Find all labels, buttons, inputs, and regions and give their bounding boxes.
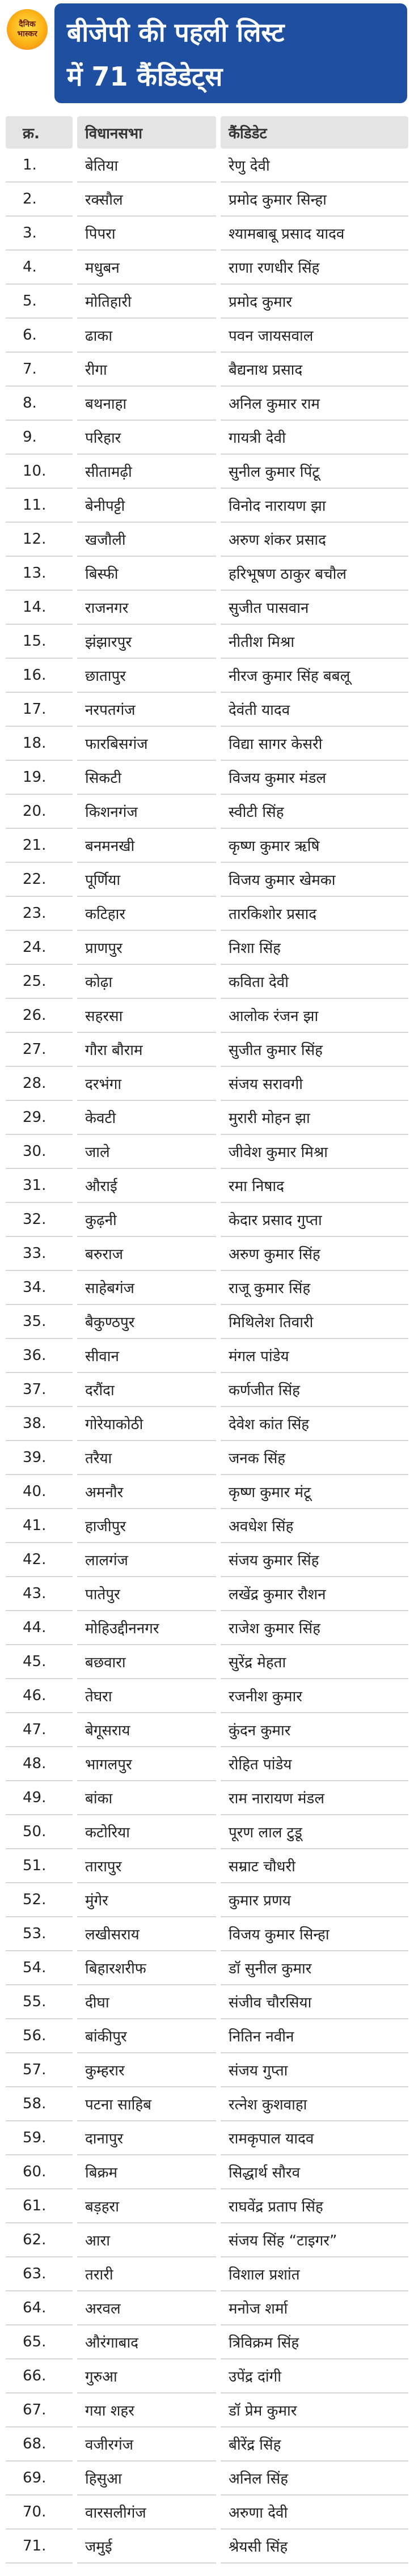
candidate-cell: विजय कुमार मंडल (221, 761, 408, 795)
candidate-cell: अनिल कुमार राम (221, 387, 408, 421)
candidate-cell: बैद्यनाथ प्रसाद (221, 353, 408, 387)
constituency-cell: आरा (77, 2223, 216, 2257)
table-row (6, 1679, 408, 1713)
constituency-cell: कटिहार (77, 897, 216, 931)
table-row (6, 1373, 408, 1407)
table-row (6, 1169, 408, 1203)
serial-number-cell: 4. (6, 251, 73, 285)
candidate-cell: आलोक रंजन झा (221, 999, 408, 1033)
serial-number-cell: 9. (6, 421, 73, 455)
candidate-cell: डॉ प्रेम कुमार (221, 2393, 408, 2427)
serial-number-cell: 63. (6, 2257, 73, 2291)
candidate-cell: राजू कुमार सिंह (221, 1271, 408, 1305)
constituency-cell: वजीरगंज (77, 2427, 216, 2461)
serial-number-cell: 37. (6, 1373, 73, 1407)
table-row (6, 1033, 408, 1067)
candidate-table (6, 116, 408, 2564)
constituency-cell: बांका (77, 1781, 216, 1815)
constituency-cell: तारापुर (77, 1849, 216, 1883)
candidate-cell: उपेंद्र दांगी (221, 2359, 408, 2393)
constituency-cell: कटोरिया (77, 1815, 216, 1849)
table-row (6, 1407, 408, 1441)
constituency-cell: पातेपुर (77, 1577, 216, 1611)
constituency-cell: फारबिसगंज (77, 727, 216, 761)
table-row (6, 1339, 408, 1373)
table-row (6, 659, 408, 693)
serial-number-cell: 64. (6, 2291, 73, 2325)
serial-number-cell: 67. (6, 2393, 73, 2427)
constituency-cell: बरुराज (77, 1237, 216, 1271)
table-row (6, 1713, 408, 1747)
candidate-cell: रामकृपाल यादव (221, 2121, 408, 2155)
table-row (6, 591, 408, 625)
serial-number-cell: 1. (6, 149, 73, 183)
constituency-cell: जमुई (77, 2530, 216, 2564)
candidate-cell: कुमार प्रणय (221, 1883, 408, 1917)
table-row (6, 2393, 408, 2427)
table-row (6, 1747, 408, 1781)
constituency-cell: रक्सौल (77, 183, 216, 217)
serial-number-cell: 58. (6, 2087, 73, 2121)
serial-number-cell: 55. (6, 1985, 73, 2019)
serial-number-cell: 40. (6, 1475, 73, 1509)
candidate-cell: राघवेंद्र प्रताप सिंह (221, 2189, 408, 2223)
constituency-cell: खजौली (77, 523, 216, 557)
table-row (6, 2496, 408, 2530)
constituency-cell: मधुबन (77, 251, 216, 285)
serial-number-cell: 24. (6, 931, 73, 965)
constituency-cell: सहरसा (77, 999, 216, 1033)
constituency-cell: बथनाहा (77, 387, 216, 421)
candidate-cell: जीवेश कुमार मिश्रा (221, 1135, 408, 1169)
candidate-cell: श्यामबाबू प्रसाद यादव (221, 217, 408, 251)
constituency-cell: तरैया (77, 1441, 216, 1475)
table-row (6, 557, 408, 591)
candidate-cell: संजय सरावगी (221, 1067, 408, 1101)
serial-number-cell: 50. (6, 1815, 73, 1849)
table-row (6, 999, 408, 1033)
constituency-cell: पिपरा (77, 217, 216, 251)
table-row (6, 285, 408, 319)
candidate-cell: गायत्री देवी (221, 421, 408, 455)
candidate-cell: प्रमोद कुमार सिन्हा (221, 183, 408, 217)
candidate-cell: सिद्धार्थ सौरव (221, 2155, 408, 2189)
serial-number-cell: 60. (6, 2155, 73, 2189)
serial-number-cell: 53. (6, 1917, 73, 1951)
constituency-cell: अमनौर (77, 1475, 216, 1509)
constituency-cell: ढाका (77, 319, 216, 353)
constituency-cell: वारसलीगंज (77, 2496, 216, 2530)
table-row (6, 1135, 408, 1169)
table-row (6, 2359, 408, 2393)
candidate-cell: मुरारी मोहन झा (221, 1101, 408, 1135)
constituency-cell: प्राणपुर (77, 931, 216, 965)
constituency-cell: तरारी (77, 2257, 216, 2291)
constituency-cell: बनमनखी (77, 829, 216, 863)
candidate-cell: पूरण लाल टुडू (221, 1815, 408, 1849)
constituency-cell: जाले (77, 1135, 216, 1169)
candidate-cell: रत्नेश कुशवाहा (221, 2087, 408, 2121)
constituency-cell: पूर्णिया (77, 863, 216, 897)
serial-number-cell: 43. (6, 1577, 73, 1611)
serial-number-cell: 52. (6, 1883, 73, 1917)
candidate-cell: संजीव चौरसिया (221, 1985, 408, 2019)
candidate-cell: सुजीत पासवान (221, 591, 408, 625)
serial-number-cell: 16. (6, 659, 73, 693)
table-row (6, 1849, 408, 1883)
candidate-cell: रेणु देवी (221, 149, 408, 183)
constituency-cell: किशनगंज (77, 795, 216, 829)
page-title (54, 3, 407, 103)
serial-number-cell: 28. (6, 1067, 73, 1101)
candidate-cell: विजय कुमार खेमका (221, 863, 408, 897)
candidate-cell: संजय सिंह “टाइगर” (221, 2223, 408, 2257)
table-row (6, 1203, 408, 1237)
candidate-cell: बीरेंद्र सिंह (221, 2427, 408, 2461)
constituency-cell: लखीसराय (77, 1917, 216, 1951)
serial-number-cell: 15. (6, 625, 73, 659)
candidate-cell: रजनीश कुमार (221, 1679, 408, 1713)
table-row (6, 455, 408, 489)
serial-number-cell: 56. (6, 2019, 73, 2053)
table-row (6, 2461, 408, 2496)
constituency-cell: कुढ़नी (77, 1203, 216, 1237)
candidate-cell: डॉ सुनील कुमार (221, 1951, 408, 1985)
serial-number-cell: 17. (6, 693, 73, 727)
candidate-cell: सुरेंद्र मेहता (221, 1645, 408, 1679)
serial-number-cell: 23. (6, 897, 73, 931)
table-row (6, 387, 408, 421)
candidate-cell: नीतीश मिश्रा (221, 625, 408, 659)
candidate-cell: अरुण कुमार सिंह (221, 1237, 408, 1271)
table-row (6, 931, 408, 965)
constituency-cell: बड़हरा (77, 2189, 216, 2223)
candidate-cell: देवंती यादव (221, 693, 408, 727)
candidate-cell: अनिल सिंह (221, 2461, 408, 2496)
logo-text-line1: दैनिक (19, 20, 36, 29)
table-row (6, 2019, 408, 2053)
serial-number-cell: 19. (6, 761, 73, 795)
serial-number-cell: 68. (6, 2427, 73, 2461)
serial-number-cell: 7. (6, 353, 73, 387)
constituency-cell: भागलपुर (77, 1747, 216, 1781)
serial-number-cell: 2. (6, 183, 73, 217)
serial-number-cell: 49. (6, 1781, 73, 1815)
serial-number-cell: 57. (6, 2053, 73, 2087)
candidate-cell: नितिन नवीन (221, 2019, 408, 2053)
serial-number-cell: 13. (6, 557, 73, 591)
serial-number-cell: 8. (6, 387, 73, 421)
constituency-cell: छातापुर (77, 659, 216, 693)
candidate-cell: अरुण शंकर प्रसाद (221, 523, 408, 557)
constituency-cell: बैकुण्ठपुर (77, 1305, 216, 1339)
constituency-cell: बेनीपट्टी (77, 489, 216, 523)
constituency-cell: नरपतगंज (77, 693, 216, 727)
table-row (6, 727, 408, 761)
table-row (6, 693, 408, 727)
constituency-cell: सीवान (77, 1339, 216, 1373)
serial-number-cell: 18. (6, 727, 73, 761)
constituency-cell: मोतिहारी (77, 285, 216, 319)
logo-text-line2: भास्कर (17, 29, 37, 39)
serial-number-cell: 70. (6, 2496, 73, 2530)
serial-number-cell: 12. (6, 523, 73, 557)
constituency-cell: मोहिउद्दीननगर (77, 1611, 216, 1645)
candidate-cell: रमा निषाद (221, 1169, 408, 1203)
serial-number-cell: 6. (6, 319, 73, 353)
candidate-cell: मिथिलेश तिवारी (221, 1305, 408, 1339)
table-row (6, 1645, 408, 1679)
constituency-cell: दरौंदा (77, 1373, 216, 1407)
serial-number-cell: 46. (6, 1679, 73, 1713)
table-row (6, 2223, 408, 2257)
table-row (6, 1271, 408, 1305)
candidate-cell: कृष्ण कुमार मंटू (221, 1475, 408, 1509)
serial-number-cell: 25. (6, 965, 73, 999)
serial-number-cell: 31. (6, 1169, 73, 1203)
serial-number-cell: 11. (6, 489, 73, 523)
candidate-cell: देवेश कांत सिंह (221, 1407, 408, 1441)
constituency-cell: झंझारपुर (77, 625, 216, 659)
serial-number-cell: 65. (6, 2325, 73, 2359)
table-row (6, 2325, 408, 2359)
serial-number-cell: 36. (6, 1339, 73, 1373)
candidate-cell: कुंदन कुमार (221, 1713, 408, 1747)
serial-number-cell: 66. (6, 2359, 73, 2393)
constituency-cell: तेघरा (77, 1679, 216, 1713)
serial-number-cell: 59. (6, 2121, 73, 2155)
table-row (6, 2427, 408, 2461)
table-row (6, 1441, 408, 1475)
table-row (6, 2121, 408, 2155)
serial-number-cell: 33. (6, 1237, 73, 1271)
constituency-cell: राजनगर (77, 591, 216, 625)
serial-number-cell: 51. (6, 1849, 73, 1883)
constituency-cell: गया शहर (77, 2393, 216, 2427)
candidate-cell: संजय गुप्ता (221, 2053, 408, 2087)
constituency-cell: बिहारशरीफ (77, 1951, 216, 1985)
serial-number-cell: 5. (6, 285, 73, 319)
table-row (6, 1067, 408, 1101)
constituency-cell: बेगूसराय (77, 1713, 216, 1747)
serial-number-cell: 54. (6, 1951, 73, 1985)
constituency-cell: गौरा बौराम (77, 1033, 216, 1067)
candidate-cell: रोहित पांडेय (221, 1747, 408, 1781)
constituency-cell: साहेबगंज (77, 1271, 216, 1305)
candidate-cell: नीरज कुमार सिंह बबलू (221, 659, 408, 693)
serial-number-cell: 32. (6, 1203, 73, 1237)
serial-number-cell: 3. (6, 217, 73, 251)
candidate-cell: सुनील कुमार पिंटू (221, 455, 408, 489)
constituency-cell: बांकीपुर (77, 2019, 216, 2053)
table-row (6, 1611, 408, 1645)
table-row (6, 2291, 408, 2325)
candidate-cell: कविता देवी (221, 965, 408, 999)
constituency-cell: दरभंगा (77, 1067, 216, 1101)
table-row (6, 489, 408, 523)
serial-number-cell: 22. (6, 863, 73, 897)
constituency-cell: सीतामढ़ी (77, 455, 216, 489)
candidate-cell: राणा रणधीर सिंह (221, 251, 408, 285)
table-row (6, 829, 408, 863)
serial-number-cell: 27. (6, 1033, 73, 1067)
constituency-cell: पटना साहिब (77, 2087, 216, 2121)
serial-number-cell: 26. (6, 999, 73, 1033)
table-row (6, 149, 408, 183)
serial-number-cell: 48. (6, 1747, 73, 1781)
column-header-serial: क्र. (6, 116, 73, 149)
constituency-cell: केवटी (77, 1101, 216, 1135)
candidate-cell: त्रिविक्रम सिंह (221, 2325, 408, 2359)
serial-number-cell: 14. (6, 591, 73, 625)
candidate-cell: विनोद नारायण झा (221, 489, 408, 523)
candidate-cell: कर्णजीत सिंह (221, 1373, 408, 1407)
table-row (6, 795, 408, 829)
table-row (6, 1577, 408, 1611)
constituency-cell: बिस्फी (77, 557, 216, 591)
candidate-cell: मंगल पांडेय (221, 1339, 408, 1373)
candidate-cell: श्रेयसी सिंह (221, 2530, 408, 2564)
candidate-cell: मनोज शर्मा (221, 2291, 408, 2325)
table-row (6, 897, 408, 931)
serial-number-cell: 10. (6, 455, 73, 489)
serial-number-cell: 61. (6, 2189, 73, 2223)
table-row (6, 217, 408, 251)
candidate-cell: लखेंद्र कुमार रौशन (221, 1577, 408, 1611)
table-row (6, 2257, 408, 2291)
serial-number-cell: 21. (6, 829, 73, 863)
table-row (6, 1305, 408, 1339)
table-row (6, 1815, 408, 1849)
constituency-cell: लालगंज (77, 1543, 216, 1577)
constituency-cell: दीघा (77, 1985, 216, 2019)
table-row (6, 523, 408, 557)
table-row (6, 1917, 408, 1951)
table-row (6, 1475, 408, 1509)
candidate-cell: जनक सिंह (221, 1441, 408, 1475)
candidate-cell: विशाल प्रशांत (221, 2257, 408, 2291)
constituency-cell: गोरेयाकोठी (77, 1407, 216, 1441)
table-row (6, 1985, 408, 2019)
table-row (6, 625, 408, 659)
candidate-cell: तारकिशोर प्रसाद (221, 897, 408, 931)
constituency-cell: औराई (77, 1169, 216, 1203)
table-row (6, 2053, 408, 2087)
constituency-cell: सिकटी (77, 761, 216, 795)
serial-number-cell: 20. (6, 795, 73, 829)
page-title-line2: में 71 कैंडिडेट्स (67, 61, 223, 92)
table-row (6, 863, 408, 897)
dainik-bhaskar-logo (7, 9, 48, 50)
table-row (6, 965, 408, 999)
constituency-cell: हिसुआ (77, 2461, 216, 2496)
constituency-cell: परिहार (77, 421, 216, 455)
table-header-row (6, 116, 408, 149)
table-row (6, 1101, 408, 1135)
candidate-cell: विजय कुमार सिन्हा (221, 1917, 408, 1951)
table-row (6, 2087, 408, 2121)
constituency-cell: कुम्हरार (77, 2053, 216, 2087)
serial-number-cell: 42. (6, 1543, 73, 1577)
constituency-cell: दानापुर (77, 2121, 216, 2155)
column-header-candidate: कैंडिडेट (221, 116, 408, 149)
candidate-cell: अरुणा देवी (221, 2496, 408, 2530)
constituency-cell: मुंगेर (77, 1883, 216, 1917)
candidate-cell: स्वीटी सिंह (221, 795, 408, 829)
table-row (6, 2530, 408, 2564)
serial-number-cell: 62. (6, 2223, 73, 2257)
candidate-cell: कृष्ण कुमार ऋषि (221, 829, 408, 863)
serial-number-cell: 35. (6, 1305, 73, 1339)
table-row (6, 2155, 408, 2189)
table-row (6, 761, 408, 795)
table-row (6, 1509, 408, 1543)
serial-number-cell: 45. (6, 1645, 73, 1679)
serial-number-cell: 30. (6, 1135, 73, 1169)
candidate-cell: सुजीत कुमार सिंह (221, 1033, 408, 1067)
candidate-cell: अवधेश सिंह (221, 1509, 408, 1543)
candidate-cell: पवन जायसवाल (221, 319, 408, 353)
candidate-cell: संजय कुमार सिंह (221, 1543, 408, 1577)
table-row (6, 1237, 408, 1271)
candidate-cell: राजेश कुमार सिंह (221, 1611, 408, 1645)
candidate-cell: सम्राट चौधरी (221, 1849, 408, 1883)
page-title-line1: बीजेपी की पहली लिस्ट (67, 17, 285, 48)
constituency-cell: औरंगाबाद (77, 2325, 216, 2359)
constituency-cell: गुरुआ (77, 2359, 216, 2393)
serial-number-cell: 71. (6, 2530, 73, 2564)
constituency-cell: बिक्रम (77, 2155, 216, 2189)
serial-number-cell: 34. (6, 1271, 73, 1305)
serial-number-cell: 38. (6, 1407, 73, 1441)
table-row (6, 1951, 408, 1985)
serial-number-cell: 47. (6, 1713, 73, 1747)
table-body (6, 149, 408, 2564)
constituency-cell: कोढ़ा (77, 965, 216, 999)
table-row (6, 421, 408, 455)
constituency-cell: अरवल (77, 2291, 216, 2325)
candidate-cell: केदार प्रसाद गुप्ता (221, 1203, 408, 1237)
serial-number-cell: 29. (6, 1101, 73, 1135)
constituency-cell: बेतिया (77, 149, 216, 183)
candidate-cell: प्रमोद कुमार (221, 285, 408, 319)
serial-number-cell: 69. (6, 2461, 73, 2496)
constituency-cell: रीगा (77, 353, 216, 387)
table-row (6, 2189, 408, 2223)
column-header-constituency: विधानसभा (77, 116, 216, 149)
table-row (6, 353, 408, 387)
table-row (6, 183, 408, 217)
candidate-cell: राम नारायण मंडल (221, 1781, 408, 1815)
serial-number-cell: 44. (6, 1611, 73, 1645)
table-row (6, 251, 408, 285)
constituency-cell: हाजीपुर (77, 1509, 216, 1543)
table-row (6, 1883, 408, 1917)
candidate-cell: विद्या सागर केसरी (221, 727, 408, 761)
candidate-cell: हरिभूषण ठाकुर बचौल (221, 557, 408, 591)
table-row (6, 1781, 408, 1815)
constituency-cell: बछवारा (77, 1645, 216, 1679)
table-row (6, 319, 408, 353)
candidate-cell: निशा सिंह (221, 931, 408, 965)
table-row (6, 1543, 408, 1577)
serial-number-cell: 41. (6, 1509, 73, 1543)
serial-number-cell: 39. (6, 1441, 73, 1475)
